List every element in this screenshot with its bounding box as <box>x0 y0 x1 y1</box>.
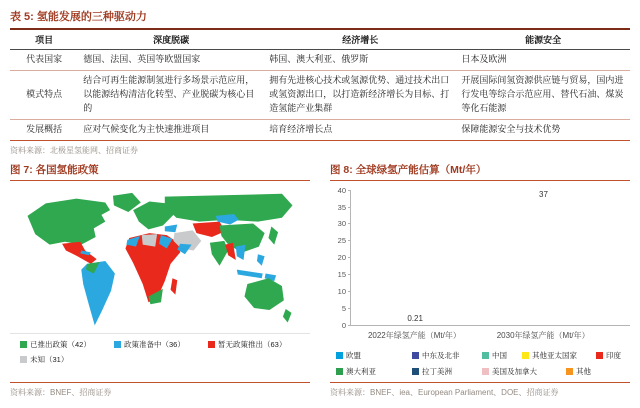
col-header: 能源安全 <box>456 29 630 50</box>
legend-item <box>336 350 412 361</box>
legend-label: 欧盟 <box>346 350 361 360</box>
y-tick-label: 40 <box>337 185 346 195</box>
legend-label: 已推出政策（42） <box>30 339 91 349</box>
legend-swatch <box>336 368 343 375</box>
legend-item <box>412 366 482 377</box>
table5-title: 表 5: 氢能发展的三种驱动力 <box>10 11 147 23</box>
region-indonesia-west <box>237 269 263 278</box>
bar-total-label: 37 <box>539 189 548 199</box>
legend-label: 暂无政策推出（63） <box>218 339 287 349</box>
col-header: 深度脱碳 <box>78 29 264 50</box>
chart-legend-row <box>336 350 630 361</box>
legend-item <box>596 350 621 361</box>
legend-swatch <box>114 341 121 348</box>
legend-swatch <box>566 368 573 375</box>
table-cell: 培育经济增长点 <box>264 119 456 140</box>
bar-slot-1 <box>531 191 557 326</box>
legend-swatch <box>20 341 27 348</box>
table5-source: 资料来源：北极星氢能网、招商证券 <box>10 145 138 155</box>
figure8-source: 资料来源：BNEF、iea、European Parliament、DOE、招商证券 <box>330 382 630 404</box>
x-axis-label: 2030年绿氢产能（Mt/年） <box>496 330 590 340</box>
table-cell: 结合可再生能源制氢进行多场景示范应用，以能源结构清洁化转型、产业脱碳为核心目的 <box>78 70 264 119</box>
y-tick-label: 5 <box>341 303 346 313</box>
y-tick-label: 15 <box>337 270 346 280</box>
map-legend-row <box>20 339 310 350</box>
legend-item <box>566 366 591 377</box>
y-tick-mark <box>348 207 351 208</box>
region-india <box>210 241 228 266</box>
table-cell: 代表国家 <box>10 50 78 71</box>
legend-swatch <box>208 341 215 348</box>
legend-label: 澳大利亚 <box>346 366 376 376</box>
x-axis-line <box>351 325 630 326</box>
figure7-title: 图 7: 各国氢能政策 <box>10 162 310 181</box>
table5 <box>10 28 630 141</box>
plot-area <box>350 191 630 326</box>
figures-row <box>10 162 630 404</box>
y-tick-mark <box>348 190 351 191</box>
legend-item <box>412 350 482 361</box>
table-cell: 韩国、澳大利亚、俄罗斯 <box>264 50 456 71</box>
legend-swatch <box>412 352 419 359</box>
legend-item <box>482 350 522 361</box>
legend-swatch <box>596 352 603 359</box>
col-header: 经济增长 <box>264 29 456 50</box>
x-axis-label: 2022年绿氢产能（Mt/年） <box>367 330 461 340</box>
col-header: 项目 <box>10 29 78 50</box>
legend-item <box>20 339 114 350</box>
legend-label: 中东及北非 <box>422 350 460 360</box>
table-cell: 德国、法国、英国等欧盟国家 <box>78 50 264 71</box>
legend-item <box>482 366 566 377</box>
legend-label: 其他 <box>576 366 591 376</box>
y-tick-mark <box>348 240 351 241</box>
table-cell: 模式特点 <box>10 70 78 119</box>
legend-swatch <box>522 352 529 359</box>
table-cell: 保障能源安全与技术优势 <box>456 119 630 140</box>
table-row <box>10 50 630 71</box>
legend-swatch <box>20 356 27 363</box>
y-axis <box>330 185 350 330</box>
legend-label: 拉丁美洲 <box>422 366 452 376</box>
legend-item <box>20 354 114 365</box>
region-japan <box>268 226 278 244</box>
y-tick-mark <box>348 274 351 275</box>
table-row <box>10 70 630 119</box>
table-header-row <box>10 29 630 50</box>
table-row <box>10 119 630 140</box>
map-legend <box>20 339 310 369</box>
y-tick-label: 30 <box>337 219 346 229</box>
y-tick-label: 35 <box>337 202 346 212</box>
y-tick-mark <box>348 223 351 224</box>
region-new-zealand <box>283 309 292 322</box>
map-legend-row <box>20 354 310 365</box>
legend-label: 未知（31） <box>30 354 69 364</box>
bar-slot-0 <box>402 191 428 326</box>
y-tick-mark <box>348 257 351 258</box>
table-cell: 拥有先进核心技术或氢源优势、通过技术出口或氢资源出口，以打造新经济增长为目标、打造氢能产业集群 <box>264 70 456 119</box>
bar-total-label: 0.21 <box>407 313 423 323</box>
y-tick-label: 25 <box>337 236 346 246</box>
map-container <box>10 189 310 334</box>
y-tick-label: 0 <box>341 320 346 330</box>
y-tick-mark <box>348 325 351 326</box>
legend-item <box>114 339 208 350</box>
region-turkey <box>165 224 177 232</box>
table-cell: 日本及欧洲 <box>456 50 630 71</box>
region-australia <box>244 278 283 310</box>
region-mexico-central-america <box>62 241 97 263</box>
legend-swatch <box>482 352 489 359</box>
table-cell: 应对气候变化为主快速推进项目 <box>78 119 264 140</box>
legend-swatch <box>412 368 419 375</box>
bar-chart <box>330 185 630 330</box>
region-indochina <box>236 244 246 259</box>
figure7-source: 资料来源：BNEF、招商证券 <box>10 382 310 404</box>
legend-label: 政策准备中（36） <box>124 339 185 349</box>
y-tick-label: 20 <box>337 253 346 263</box>
region-south-america <box>81 261 115 325</box>
legend-item <box>208 339 302 350</box>
y-tick-mark <box>348 291 351 292</box>
world-map <box>10 189 310 333</box>
region-madagascar <box>171 278 178 294</box>
figure8 <box>330 162 630 404</box>
table-cell: 开展国际间氢资源供应链与贸易，国内进行发电等综合示范应用、替代石油、煤炭等化石能源 <box>456 70 630 119</box>
figure7 <box>10 162 310 404</box>
legend-item <box>336 366 412 377</box>
legend-label: 印度 <box>606 350 621 360</box>
legend-label: 中国 <box>492 350 507 360</box>
legend-label: 美国及加拿大 <box>492 366 537 376</box>
region-north-america <box>28 198 111 244</box>
x-axis-labels <box>350 330 630 341</box>
chart-legend-row <box>336 366 630 377</box>
legend-item <box>522 350 596 361</box>
y-tick-label: 10 <box>337 286 346 296</box>
table-cell: 发展概括 <box>10 119 78 140</box>
legend-swatch <box>482 368 489 375</box>
region-libya <box>142 234 157 246</box>
region-philippines <box>257 254 265 266</box>
chart-legend <box>336 350 630 382</box>
legend-label: 其他亚太国家 <box>532 350 577 360</box>
y-tick-mark <box>348 308 351 309</box>
legend-swatch <box>336 352 343 359</box>
figure8-title: 图 8: 全球绿氢产能估算（Mt/年） <box>330 162 630 181</box>
